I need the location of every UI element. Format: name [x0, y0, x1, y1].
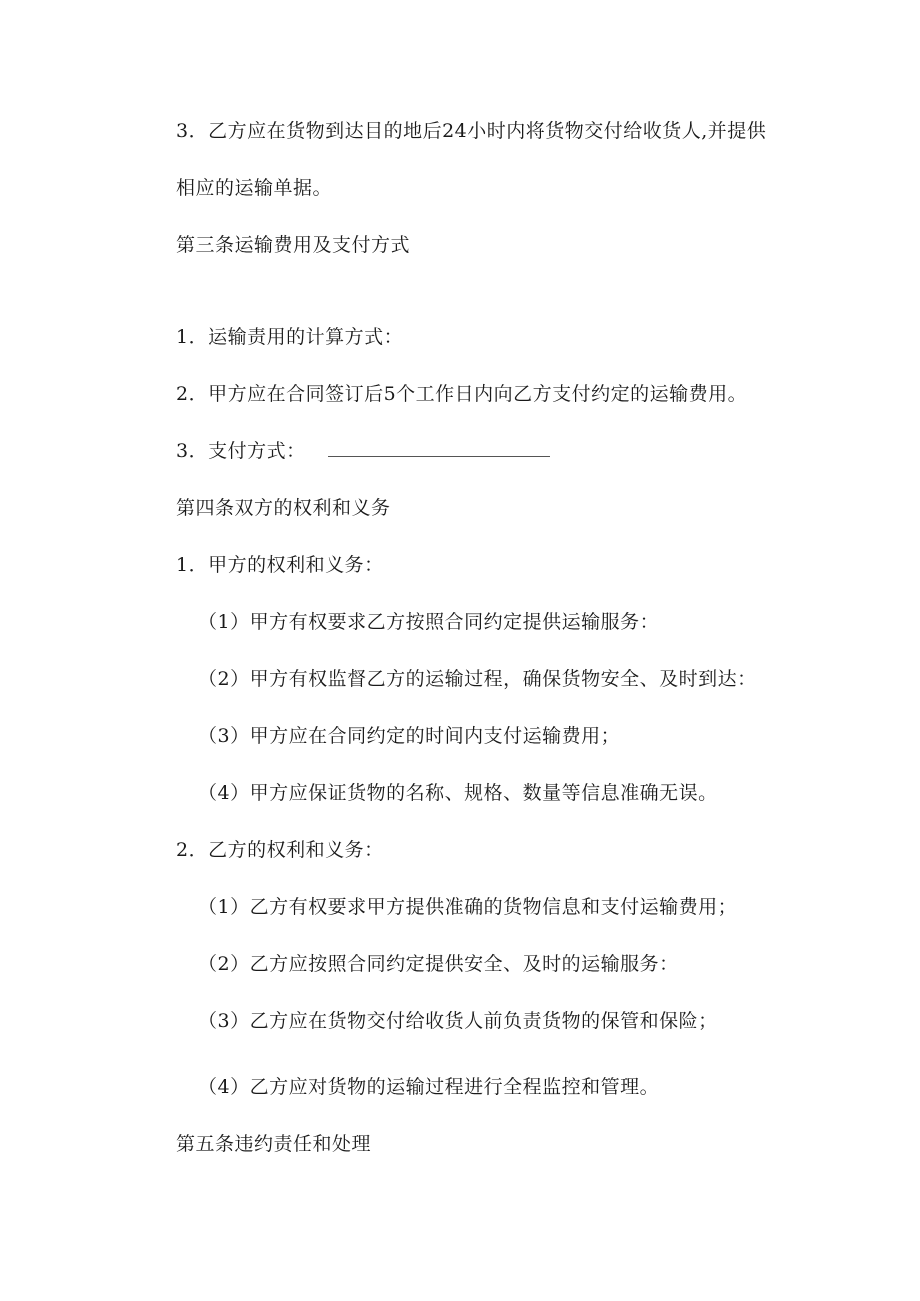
section-heading-4: 第四条双方的权利和义务	[176, 497, 391, 519]
clause-2-item-3: 3．乙方应在货物到达目的地后24小时内将货物交付给收货人,并提供	[176, 120, 767, 142]
party-b-right-2: （2）乙方应按照合同约定提供安全、及时的运输服务：	[198, 953, 679, 975]
party-a-right-1: （1）甲方有权要求乙方按照合同约定提供运输服务：	[198, 611, 660, 633]
clause-4-item-1: 1．甲方的权利和义务：	[176, 554, 384, 576]
payment-method-blank	[328, 438, 550, 457]
payment-method-label: 3．支付方式：	[176, 440, 306, 462]
party-a-right-2: （2）甲方有权监督乙方的运输过程，确保货物安全、及时到达：	[198, 668, 757, 690]
section-heading-3: 第三条运输费用及支付方式	[176, 234, 411, 256]
party-a-right-3: （3）甲方应在合同约定的时间内支付运输费用；	[198, 725, 621, 747]
section-heading-5: 第五条违约责任和处理	[176, 1133, 372, 1155]
party-b-right-3: （3）乙方应在货物交付给收货人前负责货物的保管和保险；	[198, 1010, 718, 1032]
clause-3-item-3	[176, 437, 550, 465]
clause-3-item-2: 2．甲方应在合同签订后5个工作日内向乙方支付约定的运输费用。	[176, 383, 748, 405]
party-b-right-1: （1）乙方有权要求甲方提供准确的货物信息和支付运输费用；	[198, 896, 738, 918]
clause-2-item-3-continued: 相应的运输单据。	[176, 177, 333, 199]
clause-3-item-1: 1．运输责用的计算方式：	[176, 326, 404, 348]
party-b-right-4: （4）乙方应对货物的运输过程进行全程监控和管理。	[198, 1076, 660, 1098]
party-a-right-4: （4）甲方应保证货物的名称、规格、数量等信息准确无误。	[198, 782, 718, 804]
clause-4-item-2: 2．乙方的权利和义务：	[176, 839, 384, 861]
